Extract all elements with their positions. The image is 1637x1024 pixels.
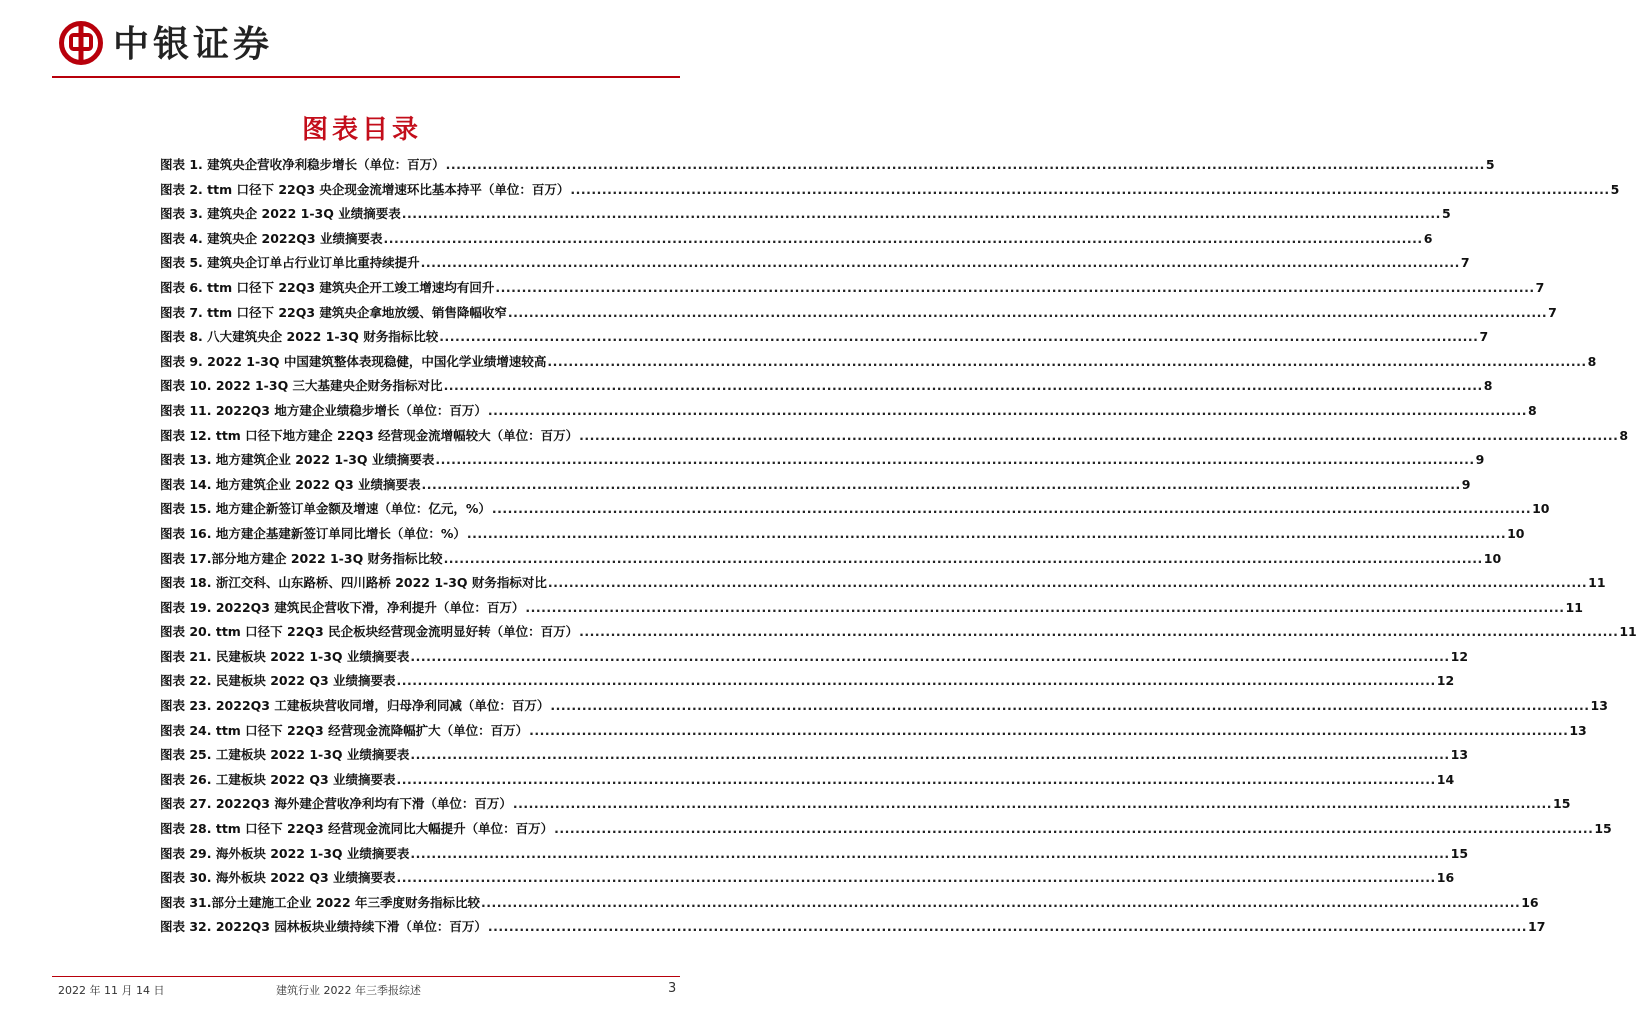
toc-entry-label: 图表 20. ttm 口径下 22Q3 民企板块经营现金流明显好转（单位：百万） bbox=[160, 624, 579, 640]
toc-entry-page: 15 bbox=[1553, 796, 1571, 812]
toc-entry[interactable] bbox=[160, 598, 1583, 623]
toc-entry[interactable] bbox=[160, 647, 1469, 672]
toc-dot-leader bbox=[579, 428, 1618, 443]
toc-entry-label: 图表 8. 八大建筑央企 2022 1-3Q 财务指标比较 bbox=[160, 329, 439, 345]
toc-entry-label: 图表 14. 地方建筑企业 2022 Q3 业绩摘要表 bbox=[160, 476, 421, 492]
toc-entry-page: 5 bbox=[1610, 181, 1620, 197]
toc-entry-label: 图表 10. 2022 1-3Q 三大基建央企财务指标对比 bbox=[160, 378, 443, 394]
toc-dot-leader bbox=[467, 526, 1506, 541]
toc-entry-page: 6 bbox=[1423, 230, 1433, 246]
toc-dot-leader bbox=[402, 206, 1441, 221]
toc-entry-page: 8 bbox=[1587, 353, 1597, 369]
toc-entry-label: 图表 16. 地方建企基建新签订单同比增长（单位：%） bbox=[160, 525, 466, 541]
toc-entry[interactable] bbox=[160, 868, 1455, 893]
toc-entry-page: 10 bbox=[1483, 550, 1502, 566]
header-divider bbox=[52, 76, 680, 78]
toc-dot-leader bbox=[397, 870, 1436, 885]
toc-entry[interactable] bbox=[160, 475, 1471, 500]
toc-entry-page: 8 bbox=[1528, 402, 1537, 418]
bank-of-china-logo-icon bbox=[58, 20, 104, 66]
toc-entry-page: 11 bbox=[1619, 624, 1637, 640]
toc-entry-label: 图表 29. 海外板块 2022 1-3Q 业绩摘要表 bbox=[160, 845, 410, 861]
toc-entry[interactable] bbox=[160, 426, 1629, 451]
toc-entry-page: 15 bbox=[1594, 821, 1612, 837]
toc-dot-leader bbox=[529, 723, 1568, 738]
toc-entry-label: 图表 13. 地方建筑企业 2022 1-3Q 业绩摘要表 bbox=[160, 452, 435, 468]
toc-entry-label: 图表 17.部分地方建企 2022 1-3Q 财务指标比较 bbox=[160, 550, 443, 566]
toc-dot-leader bbox=[410, 649, 1449, 664]
toc-entry[interactable] bbox=[160, 622, 1637, 647]
toc-entry[interactable] bbox=[160, 671, 1455, 696]
footer-report-title: 建筑行业 2022 年三季报综述 bbox=[276, 984, 421, 997]
toc-title: 图表目录 bbox=[301, 115, 422, 145]
brand-name: 中银证券 bbox=[113, 23, 274, 65]
toc-entry[interactable] bbox=[160, 696, 1608, 721]
toc-dot-leader bbox=[446, 157, 1485, 172]
toc-dot-leader bbox=[439, 329, 1478, 344]
toc-entry-label: 图表 1. 建筑央企营收净利稳步增长（单位：百万） bbox=[160, 157, 445, 172]
toc-entry[interactable] bbox=[160, 253, 1470, 278]
toc-entry-label: 图表 23. 2022Q3 工建板块营收同增，归母净利同减（单位：百万） bbox=[160, 698, 550, 714]
toc-entry[interactable] bbox=[160, 450, 1485, 475]
toc-entry-label: 图表 32. 2022Q3 园林板块业绩持续下滑（单位：百万） bbox=[160, 919, 487, 935]
toc-entry[interactable] bbox=[160, 917, 1546, 942]
toc-dot-leader bbox=[397, 673, 1436, 688]
toc-entry-page: 10 bbox=[1532, 501, 1550, 517]
toc-entry-label: 图表 21. 民建板块 2022 1-3Q 业绩摘要表 bbox=[160, 648, 410, 664]
toc-entry[interactable] bbox=[160, 401, 1537, 426]
toc-entry-label: 图表 27. 2022Q3 海外建企营收净利均有下滑（单位：百万） bbox=[160, 796, 512, 812]
toc-entry[interactable] bbox=[160, 303, 1557, 328]
toc-entry[interactable] bbox=[160, 229, 1433, 254]
toc-entry[interactable] bbox=[160, 893, 1539, 918]
toc-dot-leader bbox=[579, 624, 1618, 639]
toc-entry-page: 17 bbox=[1528, 919, 1546, 935]
toc-dot-leader bbox=[513, 796, 1552, 811]
toc-entry-label: 图表 25. 工建板块 2022 1-3Q 业绩摘要表 bbox=[160, 747, 410, 763]
toc-entry[interactable] bbox=[160, 278, 1545, 303]
toc-dot-leader bbox=[481, 895, 1520, 910]
toc-entry-page: 7 bbox=[1479, 329, 1489, 345]
footer-divider bbox=[52, 976, 680, 977]
toc-entry-page: 9 bbox=[1461, 476, 1471, 492]
toc-entry[interactable] bbox=[160, 794, 1571, 819]
page-header bbox=[0, 0, 724, 72]
toc-entry-page: 7 bbox=[1460, 255, 1470, 271]
toc-entry[interactable] bbox=[160, 376, 1493, 401]
toc-entry-label: 图表 7. ttm 口径下 22Q3 建筑央企拿地放缓、销售降幅收窄 bbox=[160, 304, 507, 320]
toc-dot-leader bbox=[495, 280, 1534, 295]
toc-entry-page: 12 bbox=[1436, 673, 1455, 689]
toc-entry-page: 15 bbox=[1450, 845, 1469, 861]
toc-entry-page: 11 bbox=[1565, 599, 1583, 615]
footer-page-number: 3 bbox=[668, 981, 677, 996]
toc-entry-label: 图表 28. ttm 口径下 22Q3 经营现金流同比大幅提升（单位：百万） bbox=[160, 821, 554, 837]
toc-dot-leader bbox=[488, 403, 1527, 418]
toc-dot-leader bbox=[554, 821, 1593, 836]
toc-dot-leader bbox=[444, 378, 1483, 393]
toc-entry-label: 图表 11. 2022Q3 地方建企业绩稳步增长（单位：百万） bbox=[160, 402, 487, 418]
toc-entry[interactable] bbox=[160, 844, 1469, 869]
toc-entry[interactable] bbox=[160, 721, 1587, 746]
table-of-figures bbox=[160, 155, 1637, 942]
toc-entry-label: 图表 2. ttm 口径下 22Q3 央企现金流增速环比基本持平（单位：百万） bbox=[160, 181, 570, 197]
toc-entry-page: 13 bbox=[1590, 698, 1608, 714]
toc-entry-page: 14 bbox=[1436, 771, 1455, 787]
toc-dot-leader bbox=[488, 919, 1527, 934]
toc-dot-leader bbox=[422, 477, 1461, 492]
toc-entry-page: 8 bbox=[1483, 378, 1493, 394]
toc-entry-page: 10 bbox=[1507, 525, 1525, 541]
toc-dot-leader bbox=[435, 452, 1474, 467]
toc-entry[interactable] bbox=[160, 180, 1620, 205]
toc-entry-page: 5 bbox=[1441, 206, 1451, 222]
toc-entry[interactable] bbox=[160, 573, 1606, 598]
toc-entry[interactable] bbox=[160, 155, 1495, 180]
toc-entry-page: 12 bbox=[1450, 648, 1469, 664]
toc-dot-leader bbox=[550, 698, 1589, 713]
toc-dot-leader bbox=[508, 305, 1547, 320]
toc-entry[interactable] bbox=[160, 499, 1550, 524]
toc-entry[interactable] bbox=[160, 770, 1455, 795]
toc-entry-label: 图表 18. 浙江交科、山东路桥、四川路桥 2022 1-3Q 财务指标对比 bbox=[160, 575, 547, 591]
toc-entry-page: 11 bbox=[1588, 575, 1606, 591]
toc-entry-label: 图表 12. ttm 口径下地方建企 22Q3 经营现金流增幅较大（单位：百万） bbox=[160, 427, 579, 443]
toc-entry-page: 8 bbox=[1619, 427, 1629, 443]
toc-entry-label: 图表 9. 2022 1-3Q 中国建筑整体表现稳健，中国化学业绩增速较高 bbox=[160, 353, 547, 369]
toc-dot-leader bbox=[525, 600, 1564, 615]
toc-dot-leader bbox=[492, 501, 1531, 516]
toc-entry-page: 5 bbox=[1485, 157, 1495, 172]
toc-entry[interactable] bbox=[160, 352, 1597, 377]
toc-entry-page: 7 bbox=[1535, 279, 1545, 295]
toc-dot-leader bbox=[421, 255, 1460, 270]
toc-entry-page: 9 bbox=[1475, 452, 1485, 468]
toc-entry-label: 图表 22. 民建板块 2022 Q3 业绩摘要表 bbox=[160, 673, 396, 689]
footer-date: 2022 年 11 月 14 日 bbox=[58, 984, 165, 997]
toc-dot-leader bbox=[397, 772, 1436, 787]
toc-entry-label: 图表 26. 工建板块 2022 Q3 业绩摘要表 bbox=[160, 771, 396, 787]
toc-entry-page: 7 bbox=[1548, 304, 1557, 320]
toc-entry[interactable] bbox=[160, 524, 1525, 549]
toc-entry-label: 图表 15. 地方建企新签订单金额及增速（单位：亿元，%） bbox=[160, 501, 491, 517]
toc-entry-page: 16 bbox=[1436, 870, 1455, 886]
toc-entry[interactable] bbox=[160, 819, 1612, 844]
toc-dot-leader bbox=[547, 354, 1586, 369]
toc-entry-page: 13 bbox=[1450, 747, 1469, 763]
toc-entry-label: 图表 24. ttm 口径下 22Q3 经营现金流降幅扩大（单位：百万） bbox=[160, 722, 529, 738]
toc-dot-leader bbox=[570, 182, 1609, 197]
toc-entry-page: 16 bbox=[1521, 894, 1539, 910]
toc-dot-leader bbox=[548, 575, 1587, 590]
toc-entry-label: 图表 6. ttm 口径下 22Q3 建筑央企开工竣工增速均有回升 bbox=[160, 279, 495, 295]
toc-entry-label: 图表 19. 2022Q3 建筑民企营收下滑，净利提升（单位：百万） bbox=[160, 599, 525, 615]
toc-entry-label: 图表 5. 建筑央企订单占行业订单比重持续提升 bbox=[160, 255, 420, 271]
toc-entry[interactable] bbox=[160, 745, 1469, 770]
toc-entry-label: 图表 3. 建筑央企 2022 1-3Q 业绩摘要表 bbox=[160, 206, 401, 222]
toc-entry[interactable] bbox=[160, 549, 1502, 574]
toc-dot-leader bbox=[410, 747, 1449, 762]
toc-dot-leader bbox=[383, 231, 1422, 246]
toc-dot-leader bbox=[410, 846, 1449, 861]
toc-entry[interactable] bbox=[160, 204, 1451, 229]
toc-entry-label: 图表 30. 海外板块 2022 Q3 业绩摘要表 bbox=[160, 870, 396, 886]
toc-dot-leader bbox=[444, 551, 1483, 566]
toc-entry[interactable] bbox=[160, 327, 1489, 352]
toc-entry-label: 图表 31.部分土建施工企业 2022 年三季度财务指标比较 bbox=[160, 894, 480, 910]
toc-entry-label: 图表 4. 建筑央企 2022Q3 业绩摘要表 bbox=[160, 230, 383, 246]
toc-entry-page: 13 bbox=[1569, 722, 1587, 738]
